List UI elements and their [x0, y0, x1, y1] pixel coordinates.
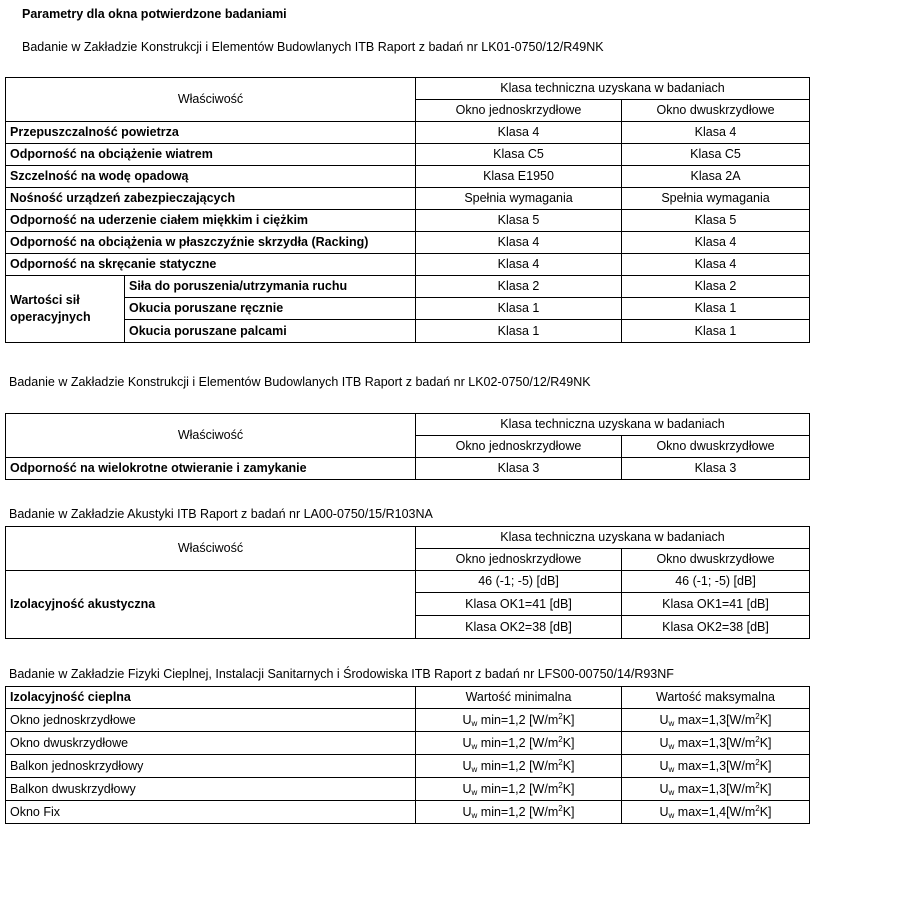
row-label: Odporność na uderzenie ciałem miękkim i ciężkim	[6, 210, 416, 232]
value-double: 46 (-1; -5) [dB]	[622, 571, 810, 593]
row-label: Nośność urządzeń zabezpieczających	[6, 188, 416, 210]
page-title: Parametry dla okna potwierdzone badaniami	[22, 7, 287, 21]
header-class: Klasa techniczna uzyskana w badaniach	[416, 78, 810, 100]
report1-table	[5, 77, 810, 343]
value-double: Klasa 1	[622, 320, 810, 343]
report3-table	[5, 526, 810, 639]
group-label: Wartości sił operacyjnych	[6, 276, 125, 343]
table-row	[6, 276, 810, 298]
table-row	[6, 778, 810, 801]
table-row	[6, 801, 810, 824]
value-max: $U_w$ $\max=1,3[W/m^2K]$	[622, 709, 810, 732]
value-max: $U_w$ $\max=1,3[W/m^2K]$	[622, 778, 810, 801]
header-double: Okno dwuskrzydłowe	[622, 436, 810, 458]
table-row	[6, 122, 810, 144]
value-single: 46 (-1; -5) [dB]	[416, 571, 622, 593]
header-label: Izolacyjność cieplna	[6, 687, 416, 709]
value-double: Klasa 5	[622, 210, 810, 232]
report4-table	[5, 686, 810, 824]
value-min: $U_w$ min=1,2 $[W/m^2K]$	[416, 778, 622, 801]
header-min: Wartość minimalna	[416, 687, 622, 709]
value-single: Klasa 3	[416, 458, 622, 480]
value-single: Klasa 5	[416, 210, 622, 232]
value-double: Klasa 2	[622, 276, 810, 298]
row-label: Siła do poruszenia/utrzymania ruchu	[125, 276, 416, 298]
value-double: Klasa 4	[622, 232, 810, 254]
value-double: Klasa C5	[622, 144, 810, 166]
header-property: Właściwość	[6, 78, 416, 122]
value-double: Klasa 1	[622, 298, 810, 320]
row-label: Okno jednoskrzydłowe	[6, 709, 416, 732]
header-single: Okno jednoskrzydłowe	[416, 436, 622, 458]
value-double: Klasa 3	[622, 458, 810, 480]
report2-table	[5, 413, 810, 480]
table-row	[6, 144, 810, 166]
value-single: Klasa 2	[416, 276, 622, 298]
table-row	[6, 458, 810, 480]
header-class: Klasa techniczna uzyskana w badaniach	[416, 527, 810, 549]
report1-caption: Badanie w Zakładzie Konstrukcji i Elementów Budowlanych ITB Raport z badań nr LK01-0750/12/R49NK	[22, 40, 604, 54]
value-double: Klasa 4	[622, 122, 810, 144]
value-single: Klasa C5	[416, 144, 622, 166]
header-class: Klasa techniczna uzyskana w badaniach	[416, 414, 810, 436]
row-label: Odporność na wielokrotne otwieranie i zamykanie	[6, 458, 416, 480]
header-double: Okno dwuskrzydłowe	[622, 549, 810, 571]
value-single: Klasa 1	[416, 298, 622, 320]
value-max: $U_w$ $\max=1,3[W/m^2K]$	[622, 755, 810, 778]
value-double: Spełnia wymagania	[622, 188, 810, 210]
row-label: Szczelność na wodę opadową	[6, 166, 416, 188]
value-single: Klasa 4	[416, 122, 622, 144]
report2-caption: Badanie w Zakładzie Konstrukcji i Elementów Budowlanych ITB Raport z badań nr LK02-0750/12/R49NK	[9, 375, 591, 389]
value-max: $U_w$ $\max=1,3[W/m^2K]$	[622, 732, 810, 755]
row-label: Odporność na obciążenia w płaszczyźnie skrzydła (Racking)	[6, 232, 416, 254]
value-min: $U_w$ min=1,2 $[W/m^2K]$	[416, 709, 622, 732]
table-row	[6, 210, 810, 232]
report4-caption: Badanie w Zakładzie Fizyki Cieplnej, Instalacji Sanitarnych i Środowiska ITB Raport z badań nr LFS00-00750/14/R93NF	[9, 667, 674, 681]
table-row	[6, 755, 810, 778]
header-property: Właściwość	[6, 527, 416, 571]
table-row	[6, 188, 810, 210]
table-row	[6, 709, 810, 732]
table-row	[6, 232, 810, 254]
value-double: Klasa 4	[622, 254, 810, 276]
table-row	[6, 732, 810, 755]
table-row	[6, 320, 810, 343]
header-double: Okno dwuskrzydłowe	[622, 100, 810, 122]
value-single: Klasa OK1=41 [dB]	[416, 593, 622, 616]
report3-caption: Badanie w Zakładzie Akustyki ITB Raport z badań nr LA00-0750/15/R103NA	[9, 507, 433, 521]
header-single: Okno jednoskrzydłowe	[416, 549, 622, 571]
value-double: Klasa OK1=41 [dB]	[622, 593, 810, 616]
table-row	[6, 166, 810, 188]
value-single: Klasa OK2=38 [dB]	[416, 616, 622, 639]
row-label: Okucia poruszane palcami	[125, 320, 416, 343]
value-min: $U_w$ min=1,2 $[W/m^2K]$	[416, 755, 622, 778]
value-single: Klasa E1950	[416, 166, 622, 188]
value-single: Klasa 4	[416, 232, 622, 254]
row-label: Okno dwuskrzydłowe	[6, 732, 416, 755]
row-label: Izolacyjność akustyczna	[6, 571, 416, 639]
value-single: Klasa 4	[416, 254, 622, 276]
row-label: Balkon dwuskrzydłowy	[6, 778, 416, 801]
value-double: Klasa OK2=38 [dB]	[622, 616, 810, 639]
row-label: Przepuszczalność powietrza	[6, 122, 416, 144]
header-single: Okno jednoskrzydłowe	[416, 100, 622, 122]
header-max: Wartość maksymalna	[622, 687, 810, 709]
table-row	[6, 571, 810, 593]
table-row	[6, 254, 810, 276]
table-row	[6, 298, 810, 320]
value-min: $U_w$ min=1,2 $[W/m^2K]$	[416, 801, 622, 824]
value-double: Klasa 2A	[622, 166, 810, 188]
header-property: Właściwość	[6, 414, 416, 458]
value-min: $U_w$ min=1,2 $[W/m^2K]$	[416, 732, 622, 755]
value-single: Klasa 1	[416, 320, 622, 343]
value-max: $U_w$ $\max=1,4[W/m^2K]$	[622, 801, 810, 824]
value-single: Spełnia wymagania	[416, 188, 622, 210]
row-label: Odporność na obciążenie wiatrem	[6, 144, 416, 166]
row-label: Odporność na skręcanie statyczne	[6, 254, 416, 276]
row-label: Okno Fix	[6, 801, 416, 824]
row-label: Okucia poruszane ręcznie	[125, 298, 416, 320]
row-label: Balkon jednoskrzydłowy	[6, 755, 416, 778]
